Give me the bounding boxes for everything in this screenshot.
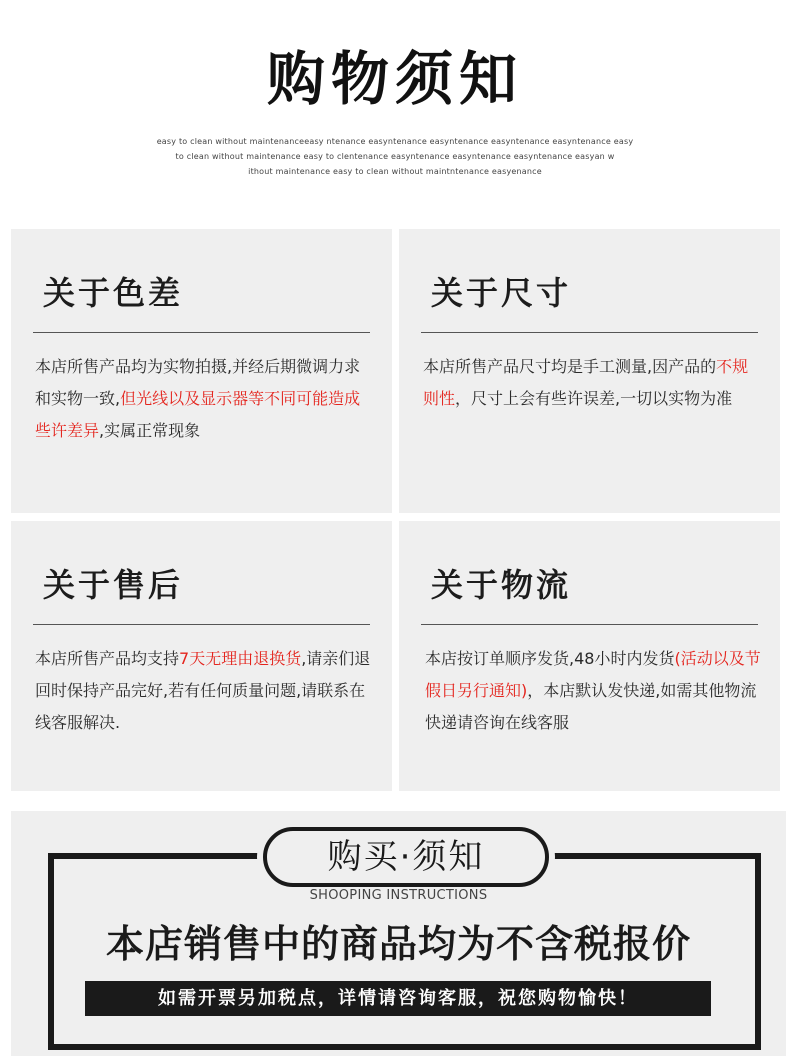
text-segment: ，本店默认发快递,如需其他物流快递请咨询在线客服 bbox=[425, 681, 757, 732]
card-text bbox=[35, 643, 375, 739]
highlight-text: (活动以及节假日另行通知) bbox=[425, 649, 761, 700]
card-text bbox=[425, 643, 767, 739]
subtitle-line: easy to clean without maintenanceeasy ntenance easyntenance easyntenance easyntenance easyntenance easy bbox=[156, 137, 634, 146]
card-size bbox=[399, 229, 780, 513]
card-text bbox=[423, 351, 763, 415]
divider bbox=[421, 332, 758, 333]
card-title: 关于售后 bbox=[43, 566, 184, 604]
text-segment: 本店所售产品尺寸均是手工测量,因产品的 bbox=[423, 357, 717, 376]
highlight-text: 但光线以及显示器等不同可能造成些许差异 bbox=[35, 389, 361, 440]
notice-main-text: 本店销售中的商品均为不含税报价 bbox=[105, 922, 691, 966]
card-color-difference bbox=[11, 229, 392, 513]
card-logistics bbox=[399, 521, 780, 791]
card-text bbox=[35, 351, 375, 447]
card-title: 关于色差 bbox=[43, 274, 184, 312]
highlight-text: 7天无理由退换货 bbox=[179, 649, 302, 668]
card-title: 关于物流 bbox=[431, 566, 572, 604]
card-after-sales bbox=[11, 521, 392, 791]
subtitle-line: to clean without maintenance easy to clentenance easyntenance easyntenance easyntenance easyan w bbox=[175, 152, 615, 161]
text-segment: 本店按订单顺序发货,48小时内发货 bbox=[425, 649, 675, 668]
notice-subtitle: SHOOPING INSTRUCTIONS bbox=[309, 888, 488, 903]
purchase-notice-banner bbox=[11, 811, 786, 1056]
text-segment: ，尺寸上会有些许误差,一切以实物为准 bbox=[455, 389, 733, 408]
notice-bar-text: 如需开票另加税点，详情请咨询客服，祝您购物愉快！ bbox=[85, 981, 711, 1016]
subtitle-block bbox=[150, 134, 640, 179]
text-segment: 本店所售产品均为实物拍摄,并经后期微调力求和实物一致, bbox=[35, 357, 361, 408]
text-segment: ,实属正常现象 bbox=[99, 421, 201, 440]
highlight-text: 不规则性 bbox=[423, 357, 749, 408]
page-title: 购物须知 bbox=[266, 45, 523, 113]
subtitle-line: ithout maintenance easy to clean without maintntenance easyenance bbox=[248, 167, 542, 176]
divider bbox=[421, 624, 758, 625]
card-title: 关于尺寸 bbox=[431, 274, 572, 312]
divider bbox=[33, 332, 370, 333]
text-segment: 本店所售产品均支持 bbox=[35, 649, 180, 668]
text-segment: ,请亲们退回时保持产品完好,若有任何质量问题,请联系在线客服解决. bbox=[35, 649, 371, 732]
notice-pill-title: 购买·须知 bbox=[263, 827, 549, 887]
divider bbox=[33, 624, 370, 625]
